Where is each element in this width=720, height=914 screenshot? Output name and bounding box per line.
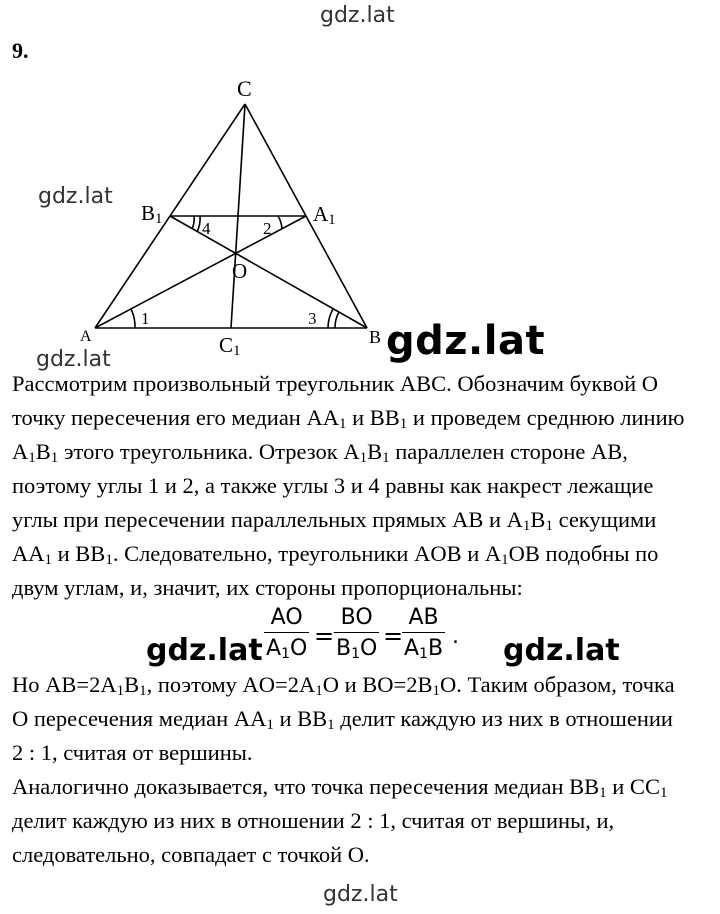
problem-number: 9. xyxy=(12,38,29,63)
angle-4-label: 4 xyxy=(202,219,211,238)
point-b1-label: $B_1$ xyxy=(141,201,163,227)
text-line: поэтому углы 1 и 2, а также углы 3 и 4 равны как накрест лежащие xyxy=(12,473,654,498)
text-line: O пересечения медиан $AA_1$ и $BB_1$ делит каждую из них в отношении xyxy=(12,706,673,733)
point-a1-label: $A_1$ xyxy=(313,202,336,228)
watermark-formula-left: gdz.lat xyxy=(146,633,263,668)
fraction-ab: $\frac{AB}{A_1B}$ xyxy=(404,605,444,662)
text-line: $AA_1$ и $BB_1$. Следовательно, треугольники AOB и $A_1OB$ подобны по xyxy=(12,541,659,568)
equals-sign: = xyxy=(383,622,404,650)
angle-arc-4b xyxy=(197,216,200,232)
fraction-ao: $\frac{AO}{A_1O}$ xyxy=(266,605,308,662)
fraction-bo: $\frac{BO}{B_1O}$ xyxy=(336,605,378,662)
text-line: следовательно, совпадает с точкой O. xyxy=(12,842,370,867)
watermark-bottom: gdz.lat xyxy=(323,882,398,907)
vertex-c-label: C xyxy=(237,76,252,101)
paragraph-2 xyxy=(12,668,712,872)
angle-3-label: 3 xyxy=(308,309,317,328)
text-line: Аналогично доказывается, что точка пересечения медиан $BB_1$ и $CC_1$ xyxy=(12,774,668,801)
text-line: Но $AB=2A_1B_1$, поэтому $AO=2A_1O$ и $BO=2B_1O$. Таким образом, точка xyxy=(12,672,675,699)
text-line: точку пересечения его медиан $AA_1$ и $BB_1$ и проведем среднюю линию xyxy=(12,405,685,432)
watermark-left-mid: gdz.lat xyxy=(38,184,113,209)
angle-arc-2 xyxy=(278,216,282,229)
text-line: $A_1B_1$ этого треугольника. Отрезок $A_1B_1$ параллелен стороне AB, xyxy=(12,439,628,466)
vertex-a-label: A xyxy=(80,328,92,345)
angle-1-label: 1 xyxy=(141,309,150,328)
angle-arc-4a xyxy=(192,216,194,229)
watermark-left-low: gdz.lat xyxy=(36,347,111,372)
angle-arc-3b xyxy=(328,309,333,328)
angle-arc-3a xyxy=(335,312,339,328)
watermark-big: gdz.lat xyxy=(386,318,546,364)
equals-sign: = xyxy=(314,622,335,650)
vertex-b-label: B xyxy=(369,327,382,347)
text-line: двум углам, и, значит, их стороны пропорциональны: xyxy=(12,575,523,600)
point-c1-label: $C_1$ xyxy=(219,333,241,359)
text-line: углы при пересечении параллельных прямых AB и $A_1B_1$ секущими xyxy=(12,507,657,534)
text-line: Рассмотрим произвольный треугольник ABC. Обозначим буквой O xyxy=(12,371,659,396)
text-line: делит каждую из них в отношении 2 : 1, считая от вершины, и, xyxy=(12,808,615,833)
watermark-formula-right: gdz.lat xyxy=(503,633,620,668)
angle-arc-1 xyxy=(131,309,135,328)
triangle-figure xyxy=(0,0,720,370)
text-line: 2 : 1, считая от вершины. xyxy=(12,740,253,765)
point-o-label: O xyxy=(232,259,248,283)
angle-2-label: 2 xyxy=(263,219,272,238)
formula-period: . xyxy=(452,624,459,649)
watermark-top: gdz.lat xyxy=(320,3,395,28)
paragraph-1 xyxy=(12,367,712,605)
